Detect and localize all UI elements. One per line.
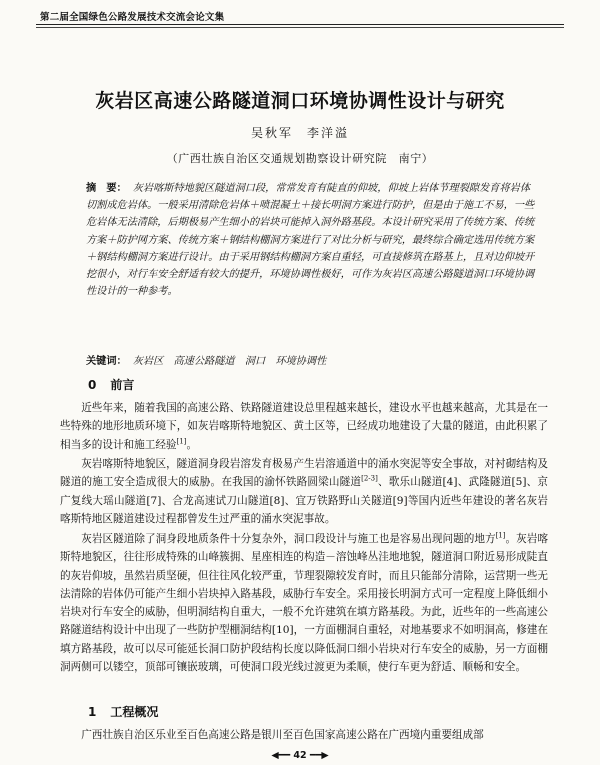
paper-title: 灰岩区高速公路隧道洞口环境协调性设计与研究 (95, 90, 505, 112)
keywords-text: 灰岩区 高速公路隧道 洞口 环境协调性 (132, 356, 327, 367)
paragraph-text: 灰岩区隧道除了洞身段地质条件十分复杂外，洞口段设计与施工也是容易出现问题的地方 (81, 533, 496, 545)
keywords (86, 352, 538, 367)
page-footer (0, 750, 600, 761)
body-paragraph-1 (60, 399, 548, 454)
citation: [1] (495, 531, 506, 540)
abstract (86, 180, 538, 300)
section-heading-0 (88, 376, 134, 393)
paragraph-tail: 、歌乐山隧道[4]、武隆隧道[5]、京广复线大瑶山隧道[7]、合龙高速试刀山隧道[8]、宜万铁路野山关隧道[9]等国内近些年建设的著名灰岩喀斯特地区隧道建设过程都曾发生过严重的涌水突泥事故。 (60, 476, 548, 525)
body-paragraph-3 (60, 530, 548, 676)
affiliation: （广西壮族自治区交通规划勘察设计研究院 南宁） (166, 152, 434, 165)
citation: [1] (176, 437, 187, 446)
authors: 吴秋军 李洋溢 (250, 126, 349, 140)
abstract-label: 摘 要： (86, 183, 127, 194)
footer-ornament-left: ◀━━ (271, 750, 291, 761)
abstract-text: 灰岩喀斯特地貌区隧道洞口段，常常发育有陡直的仰坡，仰坡上岩体节理裂隙发育将岩体切割成危岩体。一般采用清除危岩体＋喷混凝土＋接长明洞方案进行防护，但是由于施工不易，一些危岩体无法清除，后期极易产生细小的岩块可能掉入洞外路基段。本设计研究采用了传统方案、传统方案＋防护网方案、传统方案＋钢结构棚洞方案进行了对比分析与研究，最终综合确定选用传统方案＋钢结构棚洞方案进行设计。由于采用钢结构棚洞方案自重轻，可直接修筑在路基上，且对边仰坡开挖很小，对行车安全舒适有较大的提升，环境协调性极好，可作为灰岩区高速公路隧道洞口环境协调性设计的一种参考。 (86, 183, 535, 298)
running-header: 第二届全国绿色公路发展技术交流会论文集 (40, 12, 225, 23)
header-rule-thin (36, 27, 564, 28)
footer-ornament-right: ━━▶ (309, 750, 329, 761)
keywords-label: 关键词： (86, 356, 127, 367)
page-number: 42 (293, 750, 307, 761)
paragraph-tail: 。灰岩喀斯特地貌区，往往形成特殊的山峰簇拥、星座相连的构造－溶蚀峰丛洼地地貌，隧道洞口附近易形成陡直的灰岩仰坡，虽然岩质坚硬，但往往风化较严重，节理裂隙较发育时，而且只能部分清除，运营期一些无法清除的岩体仍可能产生细小岩块掉入路基段，威胁行车安全。采用接长明洞方式可一定程度上降低细小岩块对行车安全的威胁，但明洞结构自重大，一般不允许建筑在填方路基段。为此，近些年的一些高速公路隧道结构设计中出现了一些防护型棚洞结构[10]，一方面棚洞自重轻，对地基要求不如明洞高，修建在填方路基段，故可以尽可能延长洞口防护段结构长度以降低洞口细小岩块对行车安全的威胁，另一方面棚洞两侧可以镂空，顶部可镶嵌玻璃，可使洞口段光线过渡更为柔顺，使行车更为舒适、顺畅和安全。 (60, 533, 549, 674)
paragraph-text: 灰岩喀斯特地貌区，隧道洞身段岩溶发育极易产生岩溶通道中的涌水突泥等安全事故，对衬砌结构及隧道的施工安全造成很大的威胁。在我国的渝怀铁路圆梁山隧道 (60, 458, 548, 489)
section-title: 工程概况 (110, 705, 159, 719)
paragraph-text: 近些年来，随着我国的高速公路、铁路隧道建设总里程越来越长，建设水平也越来越高，尤其是在一些特殊的地形地质环境下，如灰岩喀斯特地貌区、黄土区等，已经成功地建设了大量的隧道，由此积累了相当多的设计和施工经验 (60, 402, 548, 451)
section-number: 1 (88, 705, 97, 719)
section-number: 0 (88, 378, 97, 392)
paragraph-tail: 。 (186, 438, 198, 451)
citation: [2-3] (361, 474, 378, 483)
body-paragraph-4 (60, 726, 548, 744)
section-title: 前言 (110, 378, 135, 392)
header-rule (36, 24, 564, 25)
body-paragraph-2 (60, 455, 548, 528)
paragraph-text: 广西壮族自治区乐业至百色高速公路是银川至百色国家高速公路在广西境内重要组成部 (81, 729, 484, 741)
section-heading-1 (88, 703, 158, 720)
